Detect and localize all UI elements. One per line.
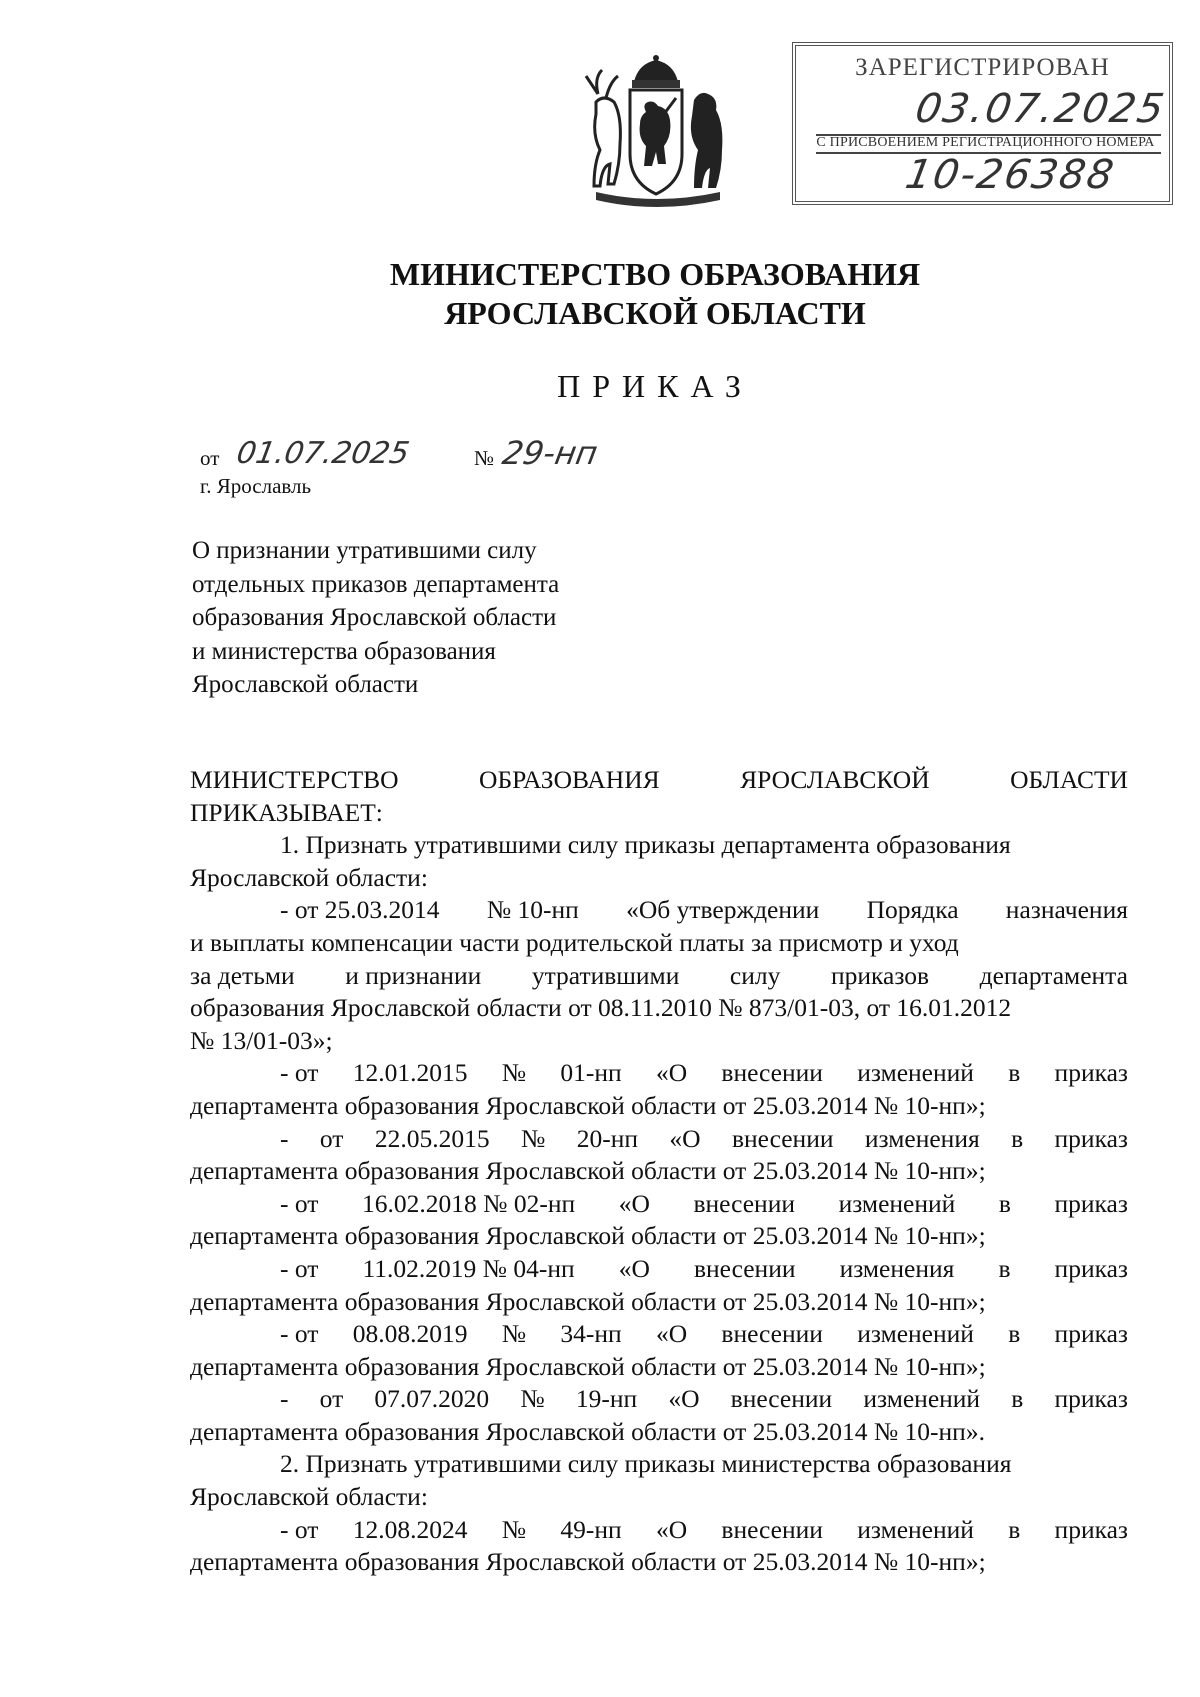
body-word: № (520, 1384, 545, 1414)
body-word: № 10-нп (486, 895, 579, 925)
subject-line: О признании утратившими силу (192, 537, 537, 564)
body-line (190, 829, 1128, 862)
body-word: силу (729, 960, 781, 990)
body-line (190, 992, 1128, 1025)
body-word: департамента образования Ярославской области от 25.03.2014 № 10-нп»; (190, 1156, 986, 1186)
body-line (190, 797, 1128, 830)
body-word: 34-нп (560, 1319, 622, 1349)
body-word: внесении (693, 1253, 796, 1283)
body-word: за детьми (190, 960, 295, 990)
body-word: ОБРАЗОВАНИЯ (479, 765, 660, 794)
body-word: ПРИКАЗЫВАЕТ: (190, 797, 383, 827)
body-word: приказов (830, 960, 930, 990)
order-date: 01.07.2025 (233, 436, 412, 471)
body-word: внесении (731, 1123, 834, 1153)
document-type-title: ПРИКАЗ (557, 368, 753, 404)
coat-of-arms-emblem (576, 54, 736, 214)
body-word: «О (618, 1188, 650, 1218)
body-word: департамента образования Ярославской области от 25.03.2014 № 10-нп»; (190, 1547, 986, 1577)
body-line (190, 862, 1128, 895)
subject-line: отдельных приказов департамента (192, 570, 560, 598)
subject-line: Ярославской области (192, 671, 419, 698)
body-word: 19-нп (575, 1384, 638, 1414)
body-word: «О (618, 1253, 650, 1283)
body-word: «О (655, 1058, 688, 1088)
body-word: и признании (345, 960, 482, 990)
body-line (190, 764, 1128, 797)
body-word: «О (668, 1384, 700, 1414)
body-word: - от 25.03.2014 (280, 895, 440, 925)
body-word: 12.08.2024 (352, 1514, 468, 1544)
body-line (190, 1448, 1128, 1481)
body-word: «Об утверждении (626, 895, 820, 925)
body-word: в (1008, 1319, 1021, 1349)
body-word: изменения (839, 1253, 955, 1283)
body-word: назначения (1005, 895, 1128, 925)
body-word: департамента образования Ярославской области от 25.03.2014 № 10-нп». (190, 1416, 985, 1446)
body-word: в (1008, 1058, 1021, 1088)
body-word: изменений (838, 1188, 956, 1218)
body-word: 07.07.2020 (374, 1384, 490, 1414)
body-word: внесении (693, 1188, 795, 1218)
body-word: внесении (721, 1514, 823, 1544)
body-line (190, 1383, 1128, 1416)
body-line (190, 1351, 1128, 1384)
body-word: 08.08.2019 (352, 1319, 468, 1349)
body-word: приказ (1054, 1319, 1128, 1349)
body-word: - от (280, 1514, 319, 1544)
body-word: внесении (721, 1319, 823, 1349)
body-word: Ярославской области: (190, 862, 428, 892)
body-word: 11.02.2019 № 04-нп (362, 1253, 575, 1283)
body-word: ОБЛАСТИ (1010, 765, 1128, 794)
body-word: в (998, 1188, 1011, 1218)
body-word: 12.01.2015 (352, 1058, 468, 1088)
ministry-name-line2: ЯРОСЛАВСКОЙ ОБЛАСТИ (444, 295, 866, 331)
body-line (190, 1546, 1128, 1579)
body-word: департамента образования Ярославской области от 25.03.2014 № 10-нп»; (190, 1351, 986, 1381)
body-word: ЯРОСЛАВСКОЙ (740, 765, 930, 794)
body-word: «О (655, 1319, 688, 1349)
body-word: - (280, 1123, 289, 1153)
body-word: 22.05.2015 (374, 1123, 490, 1153)
body-word: приказ (1054, 1188, 1128, 1218)
body-word: № 13/01-03»; (190, 1025, 333, 1055)
stamp-title: ЗАРЕГИСТРИРОВАН (855, 54, 1110, 81)
body-word: № (501, 1058, 527, 1088)
body-word: департамента образования Ярославской области от 25.03.2014 № 10-нп»; (190, 1090, 986, 1120)
body-line (190, 894, 1128, 927)
body-line (190, 1416, 1128, 1449)
body-line (190, 1253, 1128, 1286)
body-line (190, 1025, 1128, 1058)
from-label: от (200, 446, 220, 470)
body-line (190, 1057, 1128, 1090)
body-word: приказ (1054, 1384, 1128, 1414)
body-line (190, 960, 1128, 993)
body-line (190, 1220, 1128, 1253)
body-word: № (501, 1319, 527, 1349)
body-word: приказ (1054, 1123, 1128, 1153)
body-line (190, 1123, 1128, 1156)
body-word: МИНИСТЕРСТВО (190, 765, 399, 794)
ministry-name-line1: МИНИСТЕРСТВО ОБРАЗОВАНИЯ (389, 256, 921, 292)
body-word: 16.02.2018 № 02-нп (362, 1188, 576, 1218)
body-word: - от (280, 1188, 319, 1218)
body-line (190, 927, 1128, 960)
stamp-date: 03.07.2025 (911, 86, 1170, 132)
body-word: - (280, 1384, 289, 1414)
body-word: приказ (1054, 1253, 1128, 1283)
subject-line: образования Ярославской области (192, 604, 557, 631)
body-word: 2. Признать утратившими силу приказы министерства образования (280, 1449, 1012, 1479)
number-label: № (474, 446, 495, 470)
body-word: изменений (857, 1514, 974, 1544)
body-line (190, 1286, 1128, 1319)
body-word: № (501, 1514, 527, 1544)
city-label: г. Ярославль (200, 474, 312, 498)
order-body (190, 764, 1128, 1579)
body-word: 01-нп (560, 1058, 622, 1088)
body-word: 1. Признать утратившими силу приказы департамента образования (280, 830, 1011, 860)
body-word: «О (655, 1514, 688, 1544)
body-word: приказ (1054, 1514, 1128, 1544)
body-line (190, 1188, 1128, 1221)
body-word: и выплаты компенсации части родительской платы за присмотр и уход (190, 927, 959, 957)
body-word: 49-нп (560, 1514, 622, 1544)
body-word: утратившими (531, 960, 680, 990)
body-word: департамента (979, 960, 1128, 990)
body-word: внесении (721, 1058, 823, 1088)
body-word: 20-нп (576, 1123, 639, 1153)
body-word: департамента образования Ярославской области от 25.03.2014 № 10-нп»; (190, 1221, 986, 1251)
body-word: Ярославской области: (190, 1482, 428, 1512)
body-line (190, 1155, 1128, 1188)
body-word: - от (280, 1058, 319, 1088)
registration-stamp (792, 42, 1173, 205)
body-word: департамента образования Ярославской области от 25.03.2014 № 10-нп»; (190, 1286, 986, 1316)
body-line (190, 1481, 1128, 1514)
stamp-subtitle: С ПРИСВОЕНИЕМ РЕГИСТРАЦИОННОГО НОМЕРА (816, 135, 1155, 150)
body-line (190, 1514, 1128, 1547)
subject-line: и министерства образования (192, 637, 496, 665)
order-number: 29-нп (499, 434, 601, 472)
body-word: изменения (864, 1123, 980, 1153)
body-word: № (520, 1123, 546, 1153)
body-word: изменений (857, 1319, 974, 1349)
body-word: - от (280, 1319, 319, 1349)
stamp-registration-number: 10-26388 (901, 152, 1119, 198)
body-word: от (319, 1123, 344, 1153)
body-word: в (998, 1253, 1011, 1283)
body-word: «О (669, 1123, 701, 1153)
body-word: от (319, 1384, 344, 1414)
body-word: - от (280, 1253, 319, 1283)
order-subject (192, 534, 559, 702)
body-word: приказ (1054, 1058, 1128, 1088)
body-word: изменений (863, 1384, 981, 1414)
body-word: в (1008, 1514, 1021, 1544)
body-word: внесении (730, 1384, 833, 1414)
body-word: образования Ярославской области от 08.11.2010 № 873/01-03, от 16.01.2012 (190, 993, 1012, 1023)
body-line (190, 1090, 1128, 1123)
body-word: изменений (857, 1058, 974, 1088)
body-word: в (1011, 1384, 1024, 1414)
body-word: в (1011, 1123, 1024, 1153)
body-word: Порядка (866, 895, 959, 925)
body-line (190, 1318, 1128, 1351)
